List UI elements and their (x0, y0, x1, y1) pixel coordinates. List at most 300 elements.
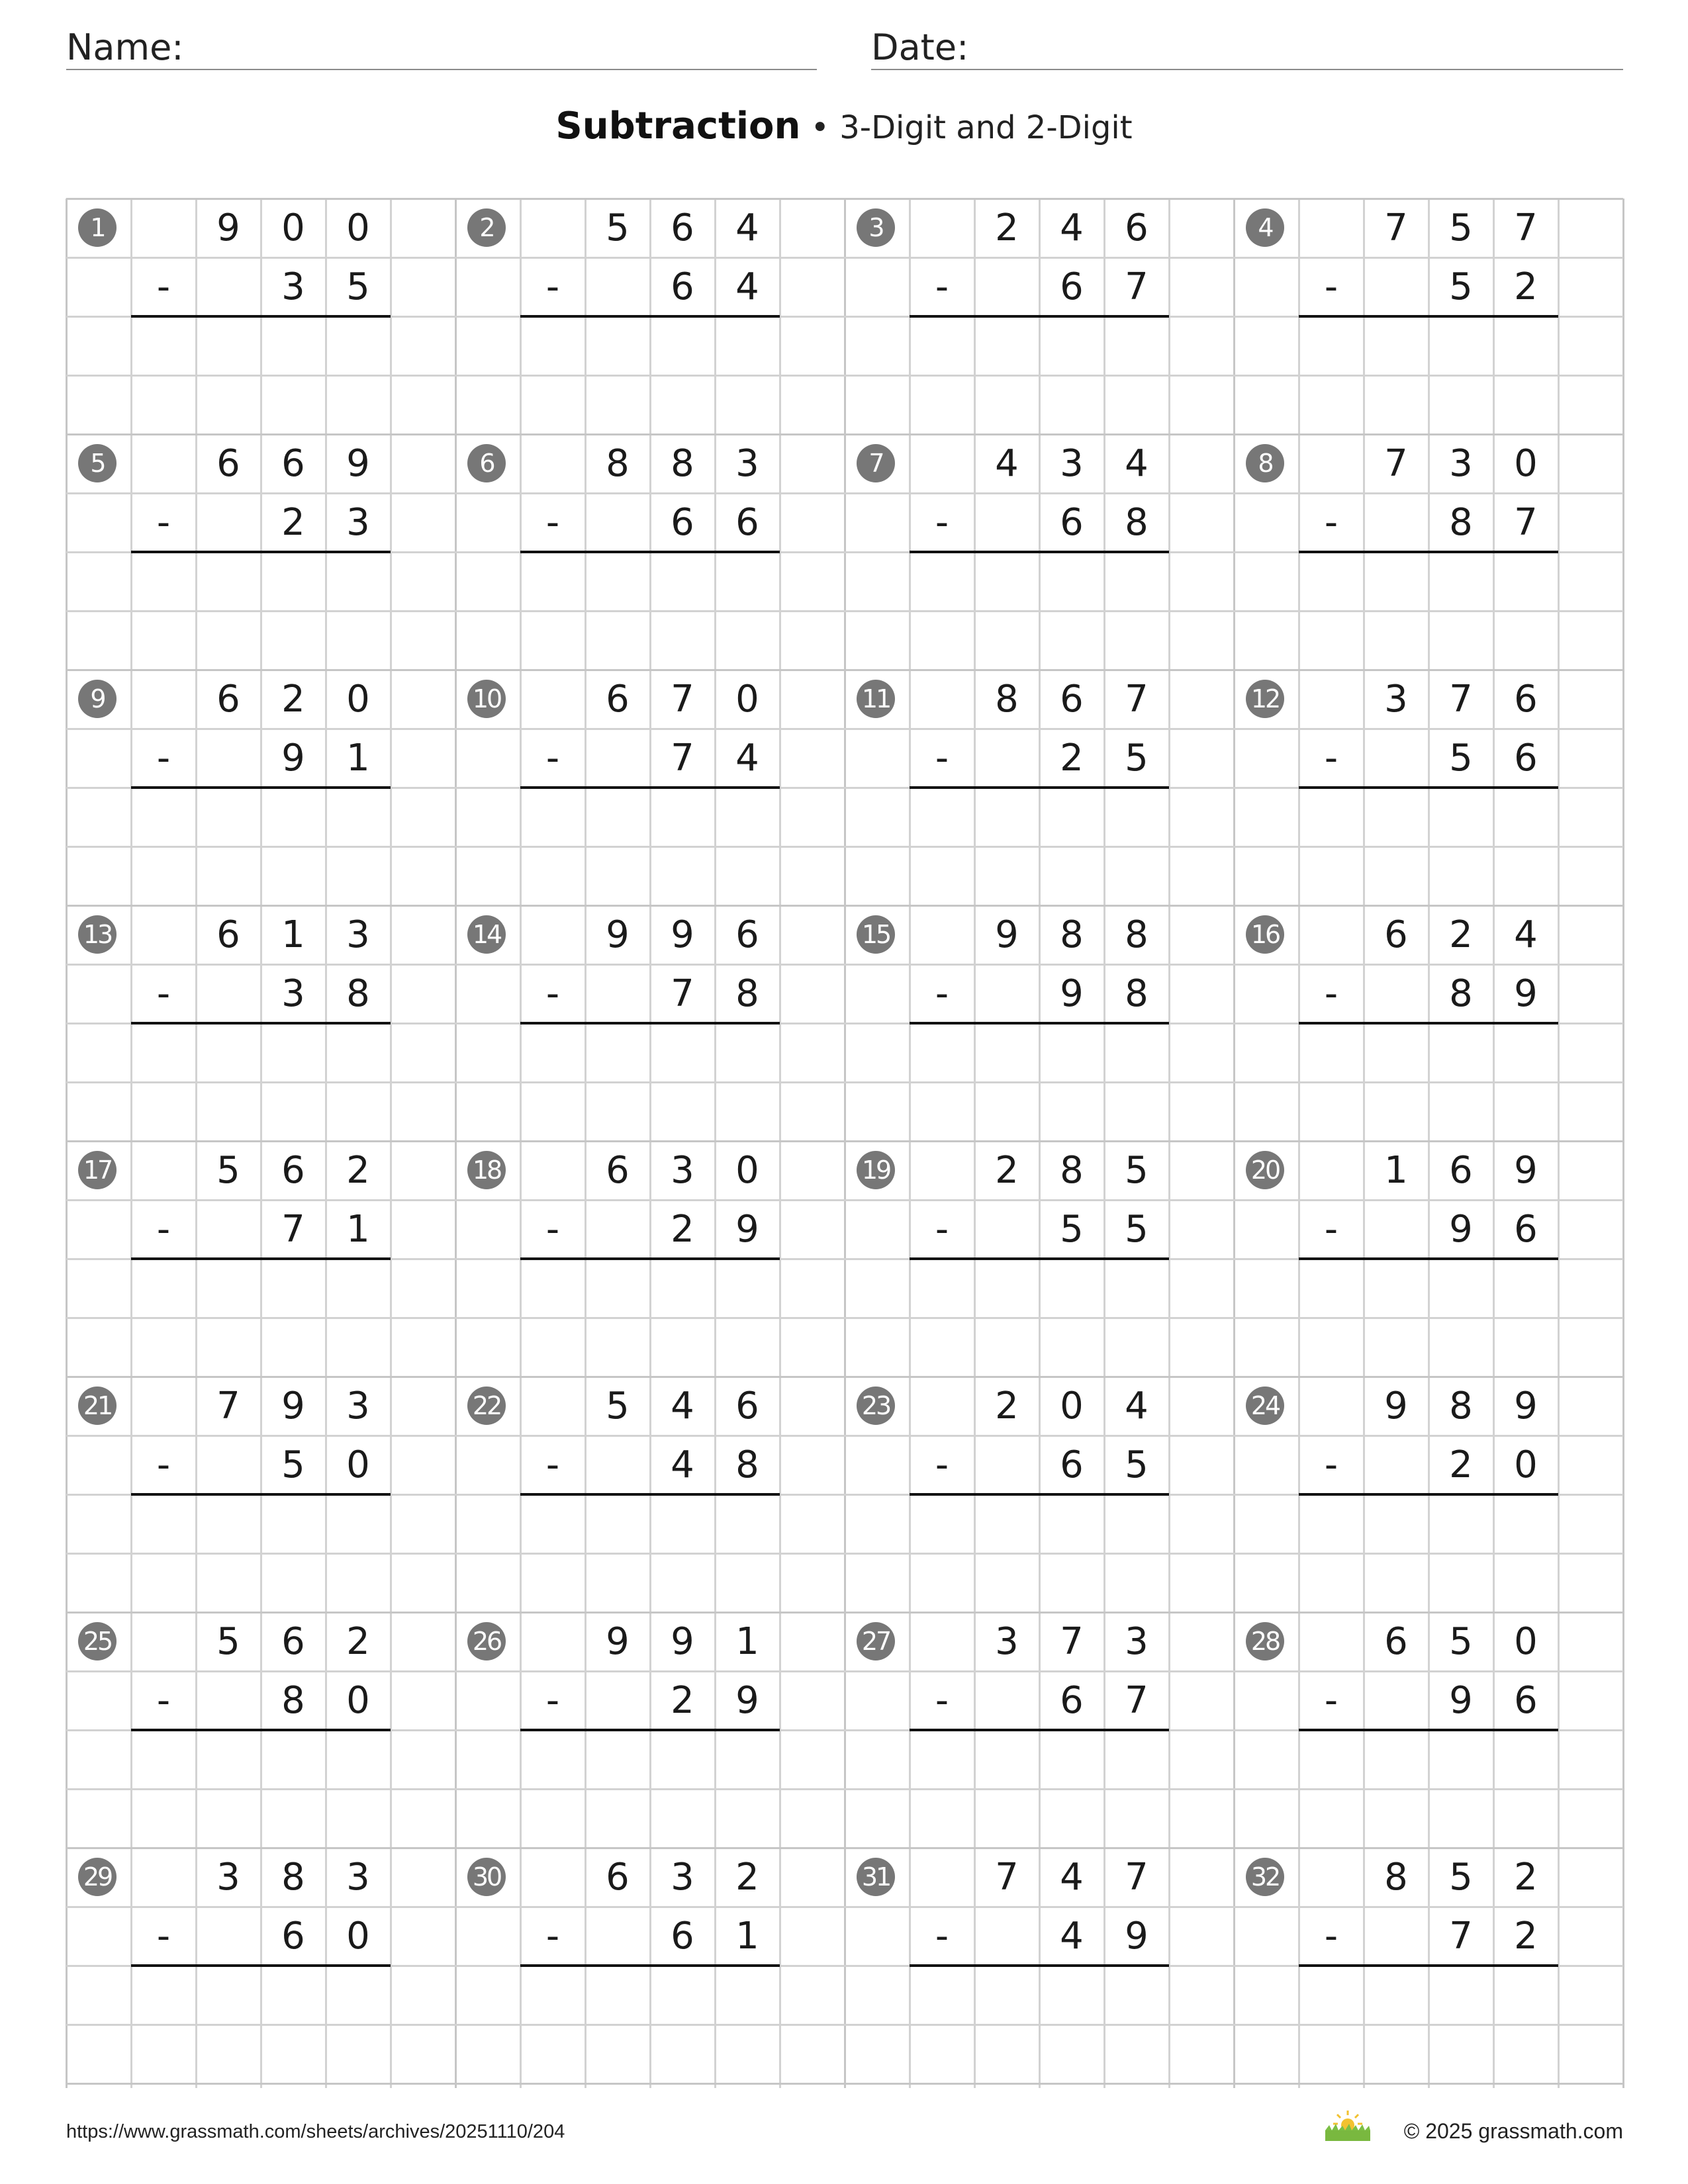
answer-cell[interactable] (585, 1023, 650, 1082)
subtrahend-digit: 6 (671, 501, 694, 544)
grass-sun-logo-icon (1324, 2108, 1372, 2142)
grid-line-vertical (1622, 199, 1624, 2088)
subtrahend-digit: 2 (1060, 737, 1084, 780)
answer-cell[interactable] (131, 1730, 196, 1789)
answer-cell[interactable] (1429, 788, 1493, 846)
minuend-digit: 2 (281, 678, 305, 721)
answer-cell[interactable] (974, 1730, 1039, 1789)
subtrahend-digit: 4 (671, 1443, 694, 1486)
answer-cell[interactable] (1364, 1730, 1429, 1789)
answer-cell[interactable] (650, 788, 715, 846)
answer-cell[interactable] (1429, 1730, 1493, 1789)
minuend-digit: 4 (1060, 206, 1084, 250)
answer-cell[interactable] (910, 788, 974, 846)
answer-cell[interactable] (650, 1494, 715, 1553)
minuend-digit: 6 (1514, 678, 1538, 721)
problem-number-badge: 17 (78, 1151, 117, 1189)
minuend-digit: 2 (995, 1385, 1019, 1428)
subtrahend-digit: 8 (281, 1679, 305, 1722)
minus-sign: - (1324, 1915, 1338, 1958)
answer-cell[interactable] (650, 552, 715, 611)
answer-cell[interactable] (1493, 552, 1558, 611)
answer-cell[interactable] (261, 1494, 326, 1553)
minuend-digit: 4 (1125, 1385, 1149, 1428)
answer-cell[interactable] (1493, 1494, 1558, 1553)
answer-cell[interactable] (196, 1966, 261, 2025)
minus-sign: - (545, 1915, 560, 1958)
minus-sign: - (156, 1443, 171, 1486)
subtrahend-digit: 6 (281, 1915, 305, 1958)
minuend-digit: 5 (1125, 1149, 1149, 1192)
minus-sign: - (935, 265, 949, 308)
answer-cell[interactable] (585, 552, 650, 611)
answer-cell[interactable] (520, 552, 585, 611)
minuend-digit: 0 (346, 678, 370, 721)
answer-cell[interactable] (715, 1494, 780, 1553)
minuend-digit: 2 (346, 1149, 370, 1192)
answer-cell[interactable] (1299, 788, 1364, 846)
minuend-digit: 8 (671, 442, 694, 485)
subtrahend-digit: 4 (735, 737, 759, 780)
answer-cell[interactable] (131, 1023, 196, 1082)
answer-cell[interactable] (910, 316, 974, 375)
minuend-digit: 2 (346, 1620, 370, 1663)
minus-sign: - (156, 265, 171, 308)
minuend-digit: 6 (671, 206, 694, 250)
answer-cell[interactable] (1104, 1494, 1169, 1553)
answer-cell[interactable] (1039, 1494, 1104, 1553)
minuend-digit: 9 (1514, 1149, 1538, 1192)
answer-cell[interactable] (1299, 1494, 1364, 1553)
answer-cell[interactable] (715, 316, 780, 375)
answer-cell[interactable] (261, 316, 326, 375)
problem-number-badge: 6 (467, 444, 506, 482)
minuend-digit: 3 (1384, 678, 1408, 721)
subtrahend-digit: 9 (1449, 1679, 1473, 1722)
minus-sign: - (1324, 1443, 1338, 1486)
answer-cell[interactable] (196, 788, 261, 846)
grid-line-vertical (130, 199, 132, 2088)
answer-cell[interactable] (1104, 1966, 1169, 2025)
answer-cell[interactable] (1364, 1966, 1429, 2025)
answer-cell[interactable] (131, 788, 196, 846)
answer-cell[interactable] (1039, 1966, 1104, 2025)
answer-cell[interactable] (1429, 1494, 1493, 1553)
minus-sign: - (545, 1679, 560, 1722)
problem-number-badge: 21 (78, 1387, 117, 1425)
answer-cell[interactable] (910, 1259, 974, 1318)
minus-sign: - (935, 1915, 949, 1958)
minuend-digit: 5 (216, 1149, 240, 1192)
answer-cell[interactable] (520, 1023, 585, 1082)
minuend-digit: 7 (1384, 206, 1408, 250)
subtrahend-digit: 7 (671, 737, 694, 780)
problem-number-badge: 13 (78, 915, 117, 954)
problem-number-badge: 4 (1246, 208, 1284, 247)
minuend-digit: 7 (995, 1856, 1019, 1899)
problem-number-badge: 24 (1246, 1387, 1284, 1425)
answer-cell[interactable] (1429, 1259, 1493, 1318)
answer-cell[interactable] (1039, 1730, 1104, 1789)
answer-cell[interactable] (1364, 1259, 1429, 1318)
subtrahend-digit: 5 (346, 265, 370, 308)
answer-cell[interactable] (1104, 316, 1169, 375)
answer-cell[interactable] (1429, 316, 1493, 375)
answer-cell[interactable] (131, 316, 196, 375)
problem-number-badge: 27 (857, 1622, 895, 1661)
answer-cell[interactable] (131, 1259, 196, 1318)
minuend-digit: 8 (281, 1856, 305, 1899)
answer-cell[interactable] (974, 788, 1039, 846)
answer-cell[interactable] (131, 1966, 196, 2025)
answer-cell[interactable] (326, 788, 391, 846)
answer-cell[interactable] (196, 1259, 261, 1318)
minuend-digit: 5 (1449, 206, 1473, 250)
answer-cell[interactable] (1299, 316, 1364, 375)
answer-cell[interactable] (326, 1023, 391, 1082)
problem-number-badge: 9 (78, 680, 117, 718)
answer-cell[interactable] (1299, 1023, 1364, 1082)
minuend-digit: 6 (1384, 1620, 1408, 1663)
problem-number-badge: 1 (78, 208, 117, 247)
answer-cell[interactable] (131, 1494, 196, 1553)
minuend-digit: 8 (1125, 913, 1149, 956)
minus-sign: - (545, 265, 560, 308)
title-subtitle: • 3-Digit and 2-Digit (800, 109, 1133, 146)
answer-cell[interactable] (131, 552, 196, 611)
answer-cell[interactable] (1299, 552, 1364, 611)
grid-line-vertical (844, 199, 846, 2088)
answer-cell[interactable] (520, 316, 585, 375)
answer-cell[interactable] (1299, 1259, 1364, 1318)
subtrahend-digit: 2 (1449, 1443, 1473, 1486)
answer-cell[interactable] (910, 1023, 974, 1082)
answer-cell[interactable] (520, 1730, 585, 1789)
answer-cell[interactable] (1493, 1730, 1558, 1789)
subtrahend-digit: 9 (1449, 1208, 1473, 1251)
answer-cell[interactable] (261, 1730, 326, 1789)
minuend-digit: 4 (671, 1385, 694, 1428)
answer-cell[interactable] (1039, 1023, 1104, 1082)
answer-cell[interactable] (585, 1494, 650, 1553)
answer-cell[interactable] (1429, 552, 1493, 611)
minuend-digit: 6 (216, 913, 240, 956)
problem-number-badge: 14 (467, 915, 506, 954)
answer-cell[interactable] (974, 1023, 1039, 1082)
answer-cell[interactable] (261, 552, 326, 611)
minuend-digit: 3 (1125, 1620, 1149, 1663)
answer-cell[interactable] (1104, 552, 1169, 611)
answer-cell[interactable] (974, 1966, 1039, 2025)
minuend-digit: 9 (671, 913, 694, 956)
answer-cell[interactable] (1104, 1259, 1169, 1318)
answer-cell[interactable] (326, 1259, 391, 1318)
subtrahend-digit: 5 (1125, 1443, 1149, 1486)
minuend-digit: 3 (1060, 442, 1084, 485)
answer-cell[interactable] (261, 788, 326, 846)
answer-cell[interactable] (1364, 316, 1429, 375)
problem-number-badge: 5 (78, 444, 117, 482)
subtrahend-digit: 8 (1449, 972, 1473, 1015)
subtrahend-digit: 5 (281, 1443, 305, 1486)
minuend-digit: 7 (216, 1385, 240, 1428)
title-main: Subtraction (555, 105, 801, 148)
answer-cell[interactable] (910, 1730, 974, 1789)
subtrahend-digit: 7 (1125, 265, 1149, 308)
grid-line-vertical (66, 199, 68, 2088)
problem-number-badge: 25 (78, 1622, 117, 1661)
answer-cell[interactable] (326, 316, 391, 375)
minus-sign: - (156, 1208, 171, 1251)
answer-cell[interactable] (974, 316, 1039, 375)
minuend-digit: 9 (1384, 1385, 1408, 1428)
minuend-digit: 9 (606, 913, 630, 956)
minus-sign: - (545, 972, 560, 1015)
minuend-digit: 8 (1060, 1149, 1084, 1192)
minus-sign: - (1324, 1208, 1338, 1251)
minuend-digit: 3 (995, 1620, 1019, 1663)
name-label: Name: (66, 26, 184, 68)
answer-cell[interactable] (910, 1494, 974, 1553)
minus-sign: - (1324, 1679, 1338, 1722)
subtrahend-digit: 8 (1125, 972, 1149, 1015)
answer-cell[interactable] (910, 1966, 974, 2025)
answer-cell[interactable] (520, 788, 585, 846)
answer-cell[interactable] (1039, 552, 1104, 611)
answer-cell[interactable] (1493, 1259, 1558, 1318)
answer-cell[interactable] (650, 1966, 715, 2025)
minus-sign: - (935, 737, 949, 780)
problem-number-badge: 20 (1246, 1151, 1284, 1189)
minus-sign: - (935, 1208, 949, 1251)
subtrahend-digit: 9 (735, 1679, 759, 1722)
minus-sign: - (156, 501, 171, 544)
minuend-digit: 0 (1060, 1385, 1084, 1428)
minuend-digit: 8 (606, 442, 630, 485)
answer-cell[interactable] (520, 1259, 585, 1318)
minuend-digit: 7 (1125, 678, 1149, 721)
minuend-digit: 4 (735, 206, 759, 250)
answer-cell[interactable] (1039, 1259, 1104, 1318)
minus-sign: - (1324, 265, 1338, 308)
answer-cell[interactable] (650, 1023, 715, 1082)
grid-line-horizontal (66, 2083, 1623, 2085)
answer-cell[interactable] (1364, 1023, 1429, 1082)
problem-number-badge: 32 (1246, 1858, 1284, 1896)
minuend-digit: 0 (1514, 1620, 1538, 1663)
answer-cell[interactable] (974, 552, 1039, 611)
minuend-digit: 8 (1384, 1856, 1408, 1899)
subtrahend-digit: 0 (346, 1915, 370, 1958)
problem-number-badge: 2 (467, 208, 506, 247)
answer-cell[interactable] (1104, 1730, 1169, 1789)
answer-cell[interactable] (261, 1966, 326, 2025)
minus-sign: - (1324, 972, 1338, 1015)
minus-sign: - (1324, 737, 1338, 780)
minuend-digit: 6 (281, 1620, 305, 1663)
minuend-digit: 9 (346, 442, 370, 485)
subtrahend-digit: 0 (346, 1679, 370, 1722)
answer-cell[interactable] (1429, 1966, 1493, 2025)
minus-sign: - (545, 737, 560, 780)
minuend-digit: 2 (1514, 1856, 1538, 1899)
minus-sign: - (156, 1915, 171, 1958)
answer-cell[interactable] (1493, 1023, 1558, 1082)
minuend-digit: 8 (995, 678, 1019, 721)
minuend-digit: 8 (1449, 1385, 1473, 1428)
answer-cell[interactable] (585, 1730, 650, 1789)
answer-cell[interactable] (650, 1259, 715, 1318)
answer-cell[interactable] (1104, 788, 1169, 846)
answer-cell[interactable] (326, 1966, 391, 2025)
subtrahend-digit: 7 (1514, 501, 1538, 544)
subtrahend-digit: 8 (1449, 501, 1473, 544)
answer-cell[interactable] (974, 1494, 1039, 1553)
answer-cell[interactable] (910, 552, 974, 611)
problem-number-badge: 15 (857, 915, 895, 954)
subtrahend-digit: 7 (281, 1208, 305, 1251)
problem-number-badge: 30 (467, 1858, 506, 1896)
problem-number-badge: 16 (1246, 915, 1284, 954)
minuend-digit: 0 (281, 206, 305, 250)
subtrahend-digit: 2 (671, 1208, 694, 1251)
answer-cell[interactable] (585, 1966, 650, 2025)
minuend-digit: 4 (1514, 913, 1538, 956)
subtrahend-digit: 7 (671, 972, 694, 1015)
problem-number-badge: 26 (467, 1622, 506, 1661)
minuend-digit: 6 (1449, 1149, 1473, 1192)
subtrahend-digit: 9 (1060, 972, 1084, 1015)
answer-cell[interactable] (585, 788, 650, 846)
subtrahend-digit: 3 (281, 265, 305, 308)
minuend-digit: 2 (995, 206, 1019, 250)
problem-number-badge: 22 (467, 1387, 506, 1425)
subtrahend-digit: 6 (1514, 1679, 1538, 1722)
problem-number-badge: 3 (857, 208, 895, 247)
subtrahend-digit: 2 (1514, 1915, 1538, 1958)
minus-sign: - (545, 1443, 560, 1486)
answer-cell[interactable] (520, 1966, 585, 2025)
answer-cell[interactable] (974, 1259, 1039, 1318)
minuend-digit: 6 (281, 1149, 305, 1192)
minuend-digit: 5 (606, 1385, 630, 1428)
minus-sign: - (545, 1208, 560, 1251)
minuend-digit: 5 (1449, 1856, 1473, 1899)
minus-sign: - (1324, 501, 1338, 544)
minuend-digit: 6 (281, 442, 305, 485)
minuend-digit: 3 (346, 1856, 370, 1899)
subtrahend-digit: 6 (1060, 501, 1084, 544)
answer-cell[interactable] (585, 1259, 650, 1318)
answer-cell[interactable] (326, 1730, 391, 1789)
minuend-digit: 3 (671, 1149, 694, 1192)
subtrahend-digit: 8 (735, 972, 759, 1015)
answer-cell[interactable] (715, 552, 780, 611)
minuend-digit: 4 (995, 442, 1019, 485)
minus-sign: - (935, 501, 949, 544)
grid-line-vertical (1233, 199, 1235, 2088)
subtrahend-digit: 9 (1125, 1915, 1149, 1958)
minus-sign: - (156, 737, 171, 780)
subtrahend-digit: 1 (346, 737, 370, 780)
subtrahend-digit: 8 (346, 972, 370, 1015)
subtrahend-digit: 9 (281, 737, 305, 780)
answer-cell[interactable] (1364, 1494, 1429, 1553)
answer-cell[interactable] (1104, 1023, 1169, 1082)
answer-cell[interactable] (326, 1494, 391, 1553)
subtrahend-digit: 0 (1514, 1443, 1538, 1486)
answer-cell[interactable] (196, 1023, 261, 1082)
grid-line-vertical (520, 199, 522, 2088)
answer-cell[interactable] (1299, 1730, 1364, 1789)
answer-cell[interactable] (196, 1730, 261, 1789)
subtrahend-digit: 5 (1125, 1208, 1149, 1251)
subtrahend-digit: 8 (735, 1443, 759, 1486)
answer-cell[interactable] (1493, 788, 1558, 846)
answer-cell[interactable] (196, 1494, 261, 1553)
minuend-digit: 4 (1125, 442, 1149, 485)
minuend-digit: 3 (216, 1856, 240, 1899)
minuend-digit: 1 (1384, 1149, 1408, 1192)
minuend-digit: 5 (1449, 1620, 1473, 1663)
minuend-digit: 6 (606, 1856, 630, 1899)
minuend-digit: 6 (216, 678, 240, 721)
minuend-digit: 6 (735, 913, 759, 956)
subtrahend-digit: 3 (281, 972, 305, 1015)
answer-cell[interactable] (1364, 788, 1429, 846)
answer-cell[interactable] (650, 316, 715, 375)
subtrahend-digit: 4 (735, 265, 759, 308)
subtrahend-digit: 1 (735, 1915, 759, 1958)
name-field[interactable] (66, 24, 817, 70)
minuend-digit: 6 (606, 1149, 630, 1192)
problem-number-badge: 29 (78, 1858, 117, 1896)
answer-cell[interactable] (1039, 316, 1104, 375)
answer-cell[interactable] (1039, 788, 1104, 846)
subtrahend-digit: 9 (1514, 972, 1538, 1015)
answer-cell[interactable] (196, 316, 261, 375)
answer-cell[interactable] (1299, 1966, 1364, 2025)
subtrahend-digit: 6 (1514, 1208, 1538, 1251)
minus-sign: - (156, 972, 171, 1015)
minuend-digit: 1 (281, 913, 305, 956)
subtrahend-digit: 6 (671, 265, 694, 308)
answer-cell[interactable] (1364, 552, 1429, 611)
answer-cell[interactable] (715, 788, 780, 846)
date-field[interactable] (871, 24, 1623, 70)
answer-cell[interactable] (1429, 1023, 1493, 1082)
problem-number-badge: 7 (857, 444, 895, 482)
problem-number-badge: 28 (1246, 1622, 1284, 1661)
answer-cell[interactable] (715, 1730, 780, 1789)
answer-cell[interactable] (715, 1966, 780, 2025)
answer-cell[interactable] (326, 552, 391, 611)
subtrahend-digit: 3 (346, 501, 370, 544)
subtrahend-digit: 9 (735, 1208, 759, 1251)
minuend-digit: 2 (995, 1149, 1019, 1192)
answer-cell[interactable] (715, 1259, 780, 1318)
answer-cell[interactable] (520, 1494, 585, 1553)
answer-cell[interactable] (261, 1023, 326, 1082)
problem-number-badge: 18 (467, 1151, 506, 1189)
answer-cell[interactable] (715, 1023, 780, 1082)
answer-cell[interactable] (585, 316, 650, 375)
answer-cell[interactable] (1493, 1966, 1558, 2025)
answer-cell[interactable] (1493, 316, 1558, 375)
answer-cell[interactable] (650, 1730, 715, 1789)
answer-cell[interactable] (261, 1259, 326, 1318)
answer-cell[interactable] (196, 552, 261, 611)
